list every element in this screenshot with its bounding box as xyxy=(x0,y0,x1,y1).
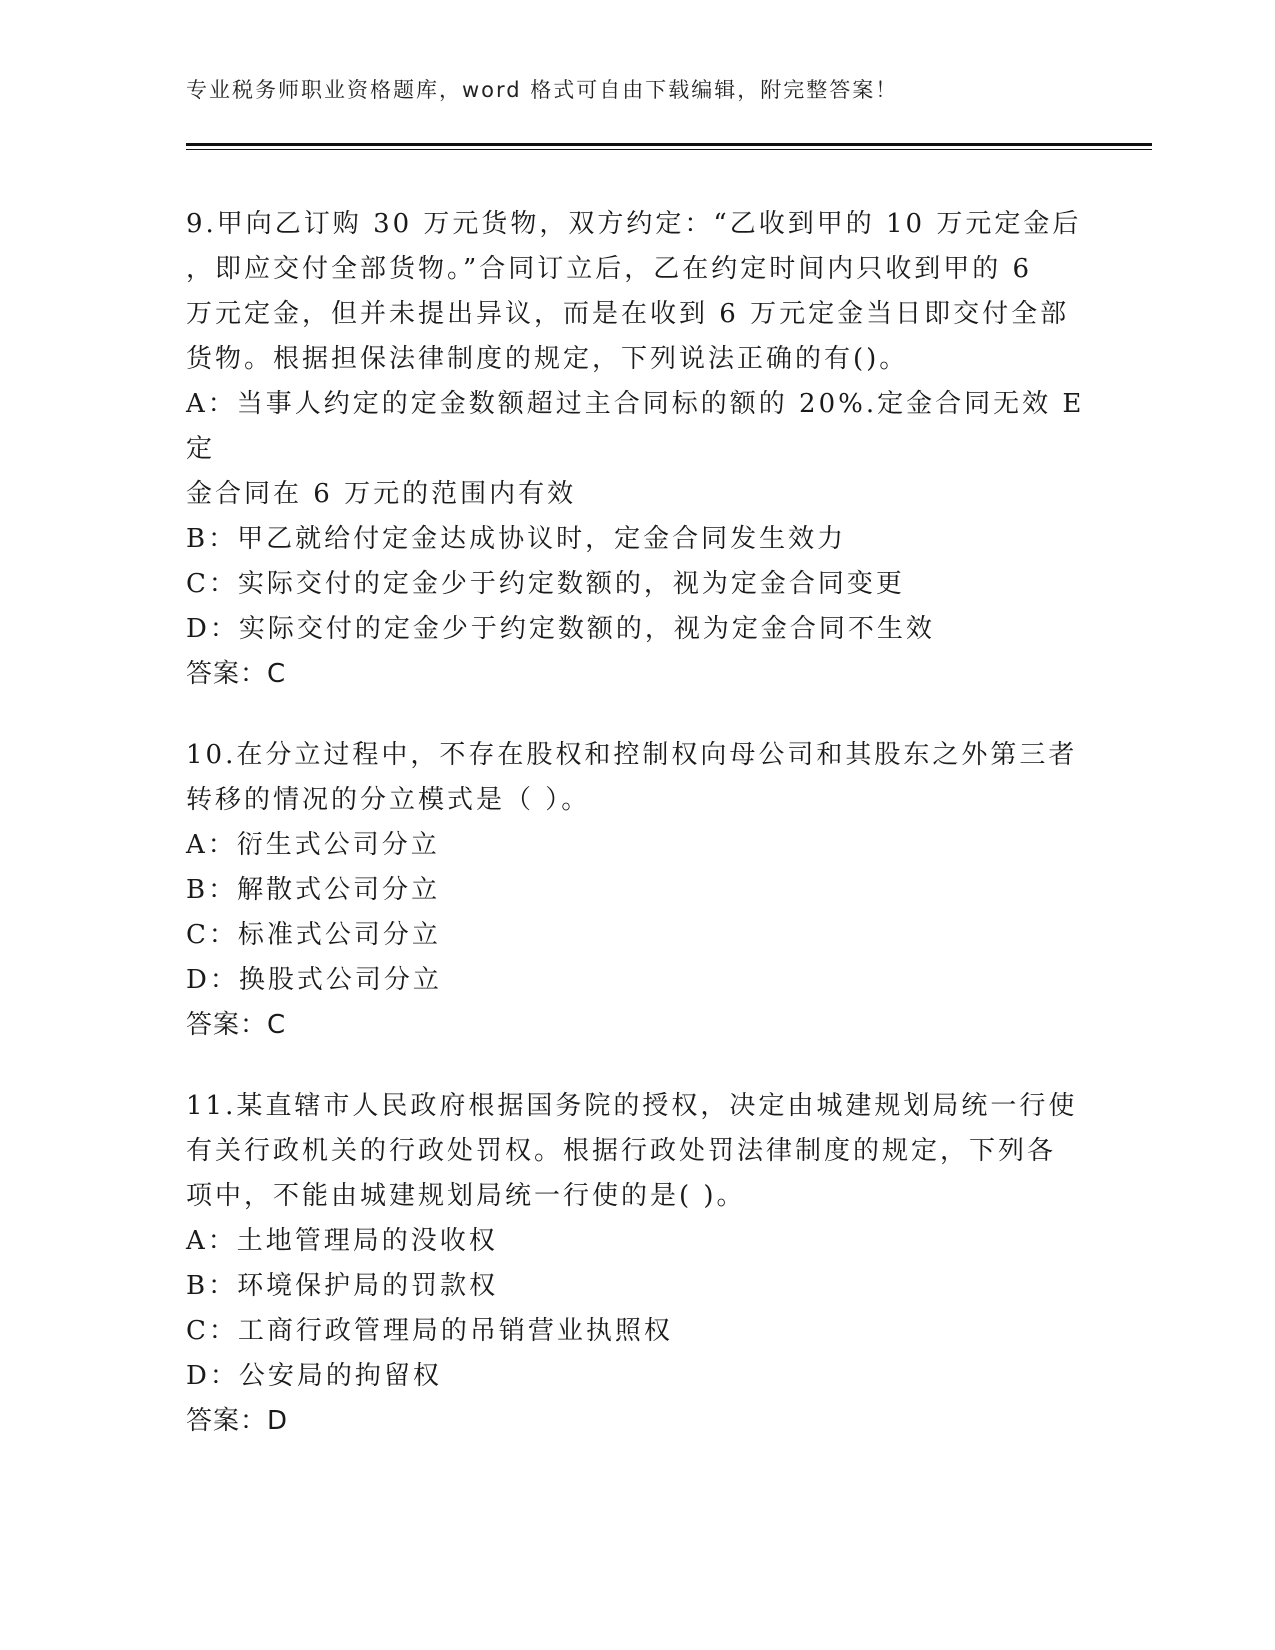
option-d: D：公安局的拘留权 xyxy=(186,1361,442,1391)
option-c: C：工商行政管理局的吊销营业执照权 xyxy=(186,1316,673,1346)
question-10 xyxy=(186,733,1086,1048)
question-text-line: ，即应交付全部货物。”合同订立后，乙在约定时间内只收到甲的 6 xyxy=(186,254,1033,284)
question-text-line: 有关行政机关的行政处罚权。根据行政处罚法律制度的规定，下列各 xyxy=(186,1136,1057,1166)
question-11 xyxy=(186,1084,1086,1444)
question-text-line: 货物。根据担保法律制度的规定，下列说法正确的有()。 xyxy=(186,344,909,374)
option-a-continued: 金合同在 6 万元的范围内有效 xyxy=(186,479,577,509)
option-b: B：解散式公司分立 xyxy=(186,875,441,905)
option-d: D：实际交付的定金少于约定数额的，视为定金合同不生效 xyxy=(186,614,935,644)
option-a: A：衍生式公司分立 xyxy=(186,830,440,860)
question-text-line: 转移的情况的分立模式是（ ）。 xyxy=(186,785,591,815)
question-text-line: 万元定金，但并未提出异议，而是在收到 6 万元定金当日即交付全部 xyxy=(186,299,1070,329)
question-9 xyxy=(186,202,1086,697)
question-text-line: 项中，不能由城建规划局统一行使的是( )。 xyxy=(186,1181,746,1211)
answer: 答案：D xyxy=(186,1406,289,1436)
option-b: B：环境保护局的罚款权 xyxy=(186,1271,499,1301)
question-text-line: 9.甲向乙订购 30 万元货物，双方约定：“乙收到甲的 10 万元定金后 xyxy=(186,209,1082,239)
header-rule-thick xyxy=(186,143,1152,146)
option-b: B：甲乙就给付定金达成协议时，定金合同发生效力 xyxy=(186,524,847,554)
option-a: A：当事人约定的定金数额超过主合同标的额的 20%.定金合同无效 E 定 xyxy=(186,389,1085,464)
question-list xyxy=(186,202,1086,1480)
question-text-line: 11.某直辖市人民政府根据国务院的授权，决定由城建规划局统一行使 xyxy=(186,1091,1078,1121)
question-text-line: 10.在分立过程中，不存在股权和控制权向母公司和其股东之外第三者 xyxy=(186,740,1078,770)
option-a: A：土地管理局的没收权 xyxy=(186,1226,498,1256)
answer: 答案：C xyxy=(186,1010,287,1040)
option-d: D：换股式公司分立 xyxy=(186,965,442,995)
option-c: C：实际交付的定金少于约定数额的，视为定金合同变更 xyxy=(186,569,905,599)
header-rule-thin xyxy=(186,149,1152,150)
option-c: C：标准式公司分立 xyxy=(186,920,441,950)
page-header: 专业税务师职业资格题库，word 格式可自由下载编辑，附完整答案！ xyxy=(186,78,899,102)
answer: 答案：C xyxy=(186,659,287,689)
